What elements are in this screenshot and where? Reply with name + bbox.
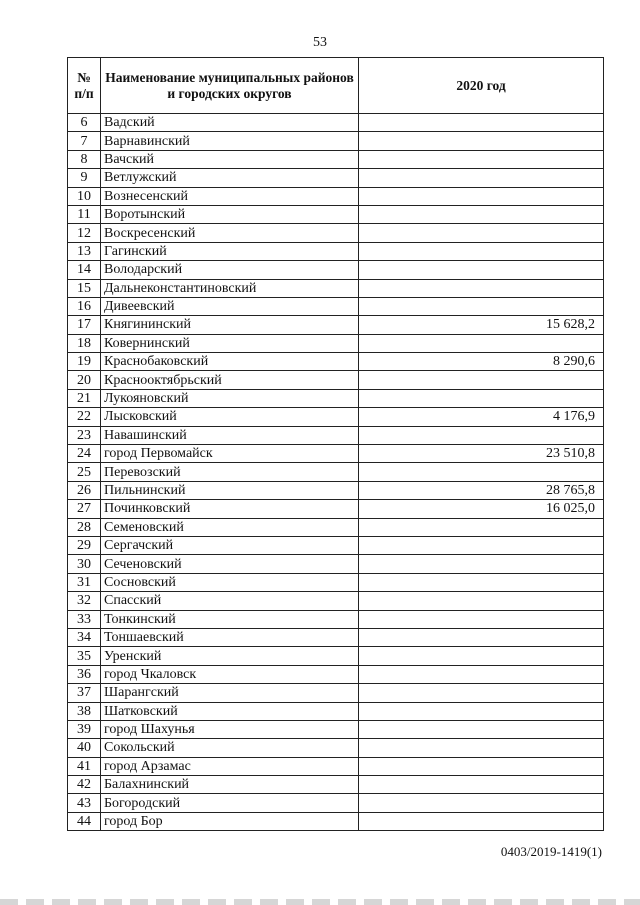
- row-number: 19: [68, 353, 101, 371]
- row-number: 13: [68, 242, 101, 260]
- row-number: 7: [68, 132, 101, 150]
- row-name: Ковернинский: [101, 334, 359, 352]
- row-number: 25: [68, 463, 101, 481]
- row-number: 33: [68, 610, 101, 628]
- row-number: 35: [68, 647, 101, 665]
- row-value: [359, 628, 604, 646]
- row-name: Дивеевский: [101, 297, 359, 315]
- table-row: [68, 445, 604, 463]
- row-value: [359, 794, 604, 812]
- row-number: 20: [68, 371, 101, 389]
- table-row: [68, 592, 604, 610]
- row-number: 41: [68, 757, 101, 775]
- row-name: Перевозский: [101, 463, 359, 481]
- table-row: [68, 757, 604, 775]
- row-value: 28 765,8: [359, 481, 604, 499]
- row-number: 34: [68, 628, 101, 646]
- row-number: 31: [68, 573, 101, 591]
- table-row: [68, 114, 604, 132]
- row-name: Гагинский: [101, 242, 359, 260]
- row-value: [359, 684, 604, 702]
- row-name: Балахнинский: [101, 776, 359, 794]
- row-number: 23: [68, 426, 101, 444]
- table-row: [68, 353, 604, 371]
- table-row: [68, 279, 604, 297]
- row-name: Пильнинский: [101, 481, 359, 499]
- row-number: 29: [68, 536, 101, 554]
- table-row: [68, 150, 604, 168]
- data-table: [67, 57, 604, 831]
- row-value: [359, 242, 604, 260]
- row-name: город Бор: [101, 812, 359, 830]
- table-row: [68, 371, 604, 389]
- row-name: Воротынский: [101, 205, 359, 223]
- row-value: [359, 371, 604, 389]
- row-name: Краснооктябрьский: [101, 371, 359, 389]
- row-value: [359, 812, 604, 830]
- row-value: 16 025,0: [359, 500, 604, 518]
- row-name: Починковский: [101, 500, 359, 518]
- row-number: 43: [68, 794, 101, 812]
- table-row: [68, 794, 604, 812]
- row-number: 38: [68, 702, 101, 720]
- row-number: 32: [68, 592, 101, 610]
- row-number: 37: [68, 684, 101, 702]
- row-name: Тоншаевский: [101, 628, 359, 646]
- row-number: 8: [68, 150, 101, 168]
- row-name: город Чкаловск: [101, 665, 359, 683]
- row-value: [359, 132, 604, 150]
- row-number: 15: [68, 279, 101, 297]
- row-value: [359, 647, 604, 665]
- row-name: Княгининский: [101, 316, 359, 334]
- table-row: [68, 169, 604, 187]
- row-number: 42: [68, 776, 101, 794]
- row-name: Краснобаковский: [101, 353, 359, 371]
- row-number: 28: [68, 518, 101, 536]
- row-value: [359, 610, 604, 628]
- row-number: 40: [68, 739, 101, 757]
- table-row: [68, 224, 604, 242]
- row-name: город Арзамас: [101, 757, 359, 775]
- row-number: 18: [68, 334, 101, 352]
- row-name: Ветлужский: [101, 169, 359, 187]
- row-name: Лукояновский: [101, 389, 359, 407]
- row-name: Навашинский: [101, 426, 359, 444]
- row-number: 11: [68, 205, 101, 223]
- row-value: [359, 463, 604, 481]
- row-number: 24: [68, 445, 101, 463]
- row-number: 16: [68, 297, 101, 315]
- row-number: 17: [68, 316, 101, 334]
- row-value: [359, 150, 604, 168]
- row-value: [359, 739, 604, 757]
- header-name: Наименование муниципальных районов и городских округов: [101, 58, 359, 114]
- table-row: [68, 812, 604, 830]
- row-name: Семеновский: [101, 518, 359, 536]
- row-value: [359, 426, 604, 444]
- row-value: 15 628,2: [359, 316, 604, 334]
- row-number: 9: [68, 169, 101, 187]
- row-value: [359, 169, 604, 187]
- row-value: [359, 114, 604, 132]
- row-name: город Шахунья: [101, 720, 359, 738]
- row-value: [359, 536, 604, 554]
- table-row: [68, 132, 604, 150]
- table-row: [68, 555, 604, 573]
- row-name: Лысковский: [101, 408, 359, 426]
- page-number: 53: [313, 35, 327, 50]
- row-number: 44: [68, 812, 101, 830]
- row-number: 14: [68, 261, 101, 279]
- row-name: Тонкинский: [101, 610, 359, 628]
- table-row: [68, 647, 604, 665]
- table-row: [68, 242, 604, 260]
- row-name: Вадский: [101, 114, 359, 132]
- row-name: город Первомайск: [101, 445, 359, 463]
- table-row: [68, 205, 604, 223]
- scan-artifact-strip: [0, 899, 640, 905]
- row-value: [359, 592, 604, 610]
- row-name: Володарский: [101, 261, 359, 279]
- row-number: 12: [68, 224, 101, 242]
- row-name: Шатковский: [101, 702, 359, 720]
- table-row: [68, 297, 604, 315]
- header-num: № п/п: [68, 58, 101, 114]
- row-number: 6: [68, 114, 101, 132]
- table-row: [68, 463, 604, 481]
- row-value: [359, 757, 604, 775]
- row-name: Сокольский: [101, 739, 359, 757]
- table-row: [68, 776, 604, 794]
- row-value: [359, 776, 604, 794]
- row-number: 27: [68, 500, 101, 518]
- table-row: [68, 261, 604, 279]
- table-row: [68, 518, 604, 536]
- table-row: [68, 684, 604, 702]
- row-name: Варнавинский: [101, 132, 359, 150]
- row-value: [359, 518, 604, 536]
- row-name: Дальнеконстантиновский: [101, 279, 359, 297]
- row-value: [359, 224, 604, 242]
- row-value: [359, 720, 604, 738]
- row-value: [359, 261, 604, 279]
- row-name: Сеченовский: [101, 555, 359, 573]
- table-row: [68, 408, 604, 426]
- table-row: [68, 481, 604, 499]
- table-row: [68, 389, 604, 407]
- table-row: [68, 334, 604, 352]
- row-name: Сосновский: [101, 573, 359, 591]
- row-name: Вачский: [101, 150, 359, 168]
- table-header-row: [68, 58, 604, 114]
- table-row: [68, 316, 604, 334]
- table-row: [68, 720, 604, 738]
- row-name: Воскресенский: [101, 224, 359, 242]
- row-value: 8 290,6: [359, 353, 604, 371]
- table-row: [68, 426, 604, 444]
- table-row: [68, 573, 604, 591]
- row-name: Уренский: [101, 647, 359, 665]
- table-body: [68, 114, 604, 831]
- row-value: 23 510,8: [359, 445, 604, 463]
- row-number: 22: [68, 408, 101, 426]
- table-row: [68, 536, 604, 554]
- row-name: Вознесенский: [101, 187, 359, 205]
- row-name: Спасский: [101, 592, 359, 610]
- row-number: 30: [68, 555, 101, 573]
- row-number: 39: [68, 720, 101, 738]
- table-row: [68, 702, 604, 720]
- row-value: [359, 205, 604, 223]
- table-row: [68, 610, 604, 628]
- row-number: 26: [68, 481, 101, 499]
- table-row: [68, 739, 604, 757]
- row-value: [359, 702, 604, 720]
- row-value: [359, 665, 604, 683]
- row-value: [359, 389, 604, 407]
- header-year: 2020 год: [359, 58, 604, 114]
- row-name: Богородский: [101, 794, 359, 812]
- row-value: [359, 187, 604, 205]
- row-value: [359, 573, 604, 591]
- row-value: [359, 555, 604, 573]
- row-number: 10: [68, 187, 101, 205]
- table-row: [68, 187, 604, 205]
- row-value: [359, 334, 604, 352]
- table-row: [68, 500, 604, 518]
- row-name: Шарангский: [101, 684, 359, 702]
- row-value: [359, 297, 604, 315]
- row-number: 21: [68, 389, 101, 407]
- table-row: [68, 665, 604, 683]
- row-name: Сергачский: [101, 536, 359, 554]
- table-row: [68, 628, 604, 646]
- row-number: 36: [68, 665, 101, 683]
- document-code: 0403/2019-1419(1): [500, 844, 602, 859]
- row-value: 4 176,9: [359, 408, 604, 426]
- row-value: [359, 279, 604, 297]
